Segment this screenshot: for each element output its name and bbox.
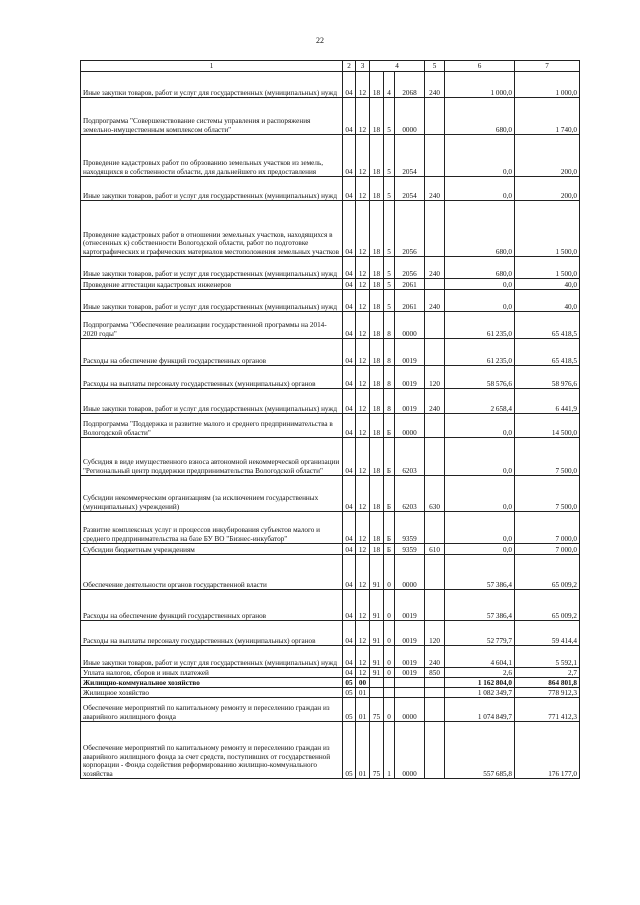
amount-col-7: 6 441,9 xyxy=(515,389,580,414)
program-code xyxy=(370,678,384,688)
program-code xyxy=(370,688,384,698)
row-name: Субсидия в виде имущественного взноса автономной некоммерческой организации "Региональный центр поддержки предпринимательства Вологодской области" xyxy=(81,438,343,476)
expense-type-code: 240 xyxy=(425,290,445,312)
subprogram-code xyxy=(384,688,395,698)
expense-type-code xyxy=(425,688,445,698)
expense-type-code xyxy=(425,339,445,366)
amount-col-7: 7 500,0 xyxy=(515,476,580,512)
subsection-code: 01 xyxy=(356,722,370,779)
amount-col-6: 1 074 849,7 xyxy=(445,698,515,722)
subsection-code: 12 xyxy=(356,476,370,512)
direction-code: 6203 xyxy=(395,476,425,512)
expense-type-code xyxy=(425,678,445,688)
table-row xyxy=(81,544,580,555)
amount-col-7: 200,0 xyxy=(515,135,580,177)
program-code: 18 xyxy=(370,389,384,414)
expense-type-code xyxy=(425,201,445,257)
row-name: Расходы на выплаты персоналу государственных (муниципальных) органов xyxy=(81,621,343,646)
amount-col-6: 0,0 xyxy=(445,544,515,555)
row-name: Проведение кадастровых работ в отношении земельных участков, находящихся в (отнесенных к) собственности Вологодской области, работ по подготовке картографических и графических материалов местоположения земельных участков xyxy=(81,201,343,257)
direction-code: 9359 xyxy=(395,544,425,555)
program-code: 18 xyxy=(370,366,384,389)
amount-col-6: 0,0 xyxy=(445,177,515,201)
direction-code: 0019 xyxy=(395,389,425,414)
expense-type-code: 120 xyxy=(425,621,445,646)
expense-type-code xyxy=(425,590,445,621)
amount-col-6: 0,0 xyxy=(445,438,515,476)
table-row xyxy=(81,476,580,512)
program-code: 18 xyxy=(370,438,384,476)
section-code: 04 xyxy=(343,438,356,476)
table-row xyxy=(81,688,580,698)
program-code: 18 xyxy=(370,290,384,312)
budget-table xyxy=(80,60,580,779)
direction-code: 0000 xyxy=(395,698,425,722)
subsection-code: 12 xyxy=(356,366,370,389)
expense-type-code: 240 xyxy=(425,72,445,98)
table-row xyxy=(81,678,580,688)
subprogram-code: Б xyxy=(384,438,395,476)
program-code: 91 xyxy=(370,646,384,668)
subprogram-code: 5 xyxy=(384,290,395,312)
subprogram-code: 0 xyxy=(384,590,395,621)
row-name: Расходы на выплаты персоналу государственных (муниципальных) органов xyxy=(81,366,343,389)
row-name: Жилищно-коммунальное хозяйство xyxy=(81,678,343,688)
section-code: 05 xyxy=(343,678,356,688)
expense-type-code xyxy=(425,555,445,590)
section-code: 04 xyxy=(343,290,356,312)
row-name: Обеспечение мероприятий по капитальному ремонту и переселению граждан из аварийного жилищного фонда xyxy=(81,698,343,722)
subprogram-code: 0 xyxy=(384,555,395,590)
amount-col-6: 0,0 xyxy=(445,512,515,544)
subprogram-code: 5 xyxy=(384,135,395,177)
program-code: 75 xyxy=(370,722,384,779)
column-header: 5 xyxy=(425,61,445,72)
table-row xyxy=(81,512,580,544)
section-code: 04 xyxy=(343,312,356,339)
subsection-code: 12 xyxy=(356,621,370,646)
subsection-code: 12 xyxy=(356,98,370,135)
subprogram-code: 0 xyxy=(384,668,395,678)
amount-col-7: 176 177,0 xyxy=(515,722,580,779)
table-row xyxy=(81,621,580,646)
subprogram-code xyxy=(384,678,395,688)
subprogram-code: 5 xyxy=(384,279,395,290)
table-row xyxy=(81,438,580,476)
program-code: 18 xyxy=(370,476,384,512)
expense-type-code: 630 xyxy=(425,476,445,512)
amount-col-6: 61 235,0 xyxy=(445,339,515,366)
amount-col-6: 61 235,0 xyxy=(445,312,515,339)
program-code: 18 xyxy=(370,512,384,544)
amount-col-7: 778 912,3 xyxy=(515,688,580,698)
expense-type-code xyxy=(425,512,445,544)
amount-col-7: 65 418,5 xyxy=(515,339,580,366)
section-code: 04 xyxy=(343,279,356,290)
subprogram-code: 5 xyxy=(384,257,395,279)
column-header: 3 xyxy=(356,61,370,72)
section-code: 05 xyxy=(343,722,356,779)
amount-col-6: 680,0 xyxy=(445,201,515,257)
direction-code: 2054 xyxy=(395,135,425,177)
direction-code: 2061 xyxy=(395,290,425,312)
section-code: 04 xyxy=(343,590,356,621)
row-name: Иные закупки товаров, работ и услуг для государственных (муниципальных) нужд xyxy=(81,389,343,414)
amount-col-7: 200,0 xyxy=(515,177,580,201)
expense-type-code: 120 xyxy=(425,366,445,389)
expense-type-code: 610 xyxy=(425,544,445,555)
column-header: 4 xyxy=(370,61,425,72)
expense-type-code: 240 xyxy=(425,177,445,201)
table-row xyxy=(81,177,580,201)
program-code: 18 xyxy=(370,98,384,135)
program-code: 18 xyxy=(370,414,384,438)
table-row xyxy=(81,389,580,414)
direction-code: 9359 xyxy=(395,512,425,544)
amount-col-6: 557 685,8 xyxy=(445,722,515,779)
program-code: 18 xyxy=(370,544,384,555)
amount-col-7: 40,0 xyxy=(515,279,580,290)
amount-col-7: 771 412,3 xyxy=(515,698,580,722)
section-code: 04 xyxy=(343,177,356,201)
section-code: 04 xyxy=(343,366,356,389)
subprogram-code: 1 xyxy=(384,722,395,779)
subsection-code: 12 xyxy=(356,512,370,544)
amount-col-6: 1 000,0 xyxy=(445,72,515,98)
table-row xyxy=(81,646,580,668)
amount-col-7: 7 500,0 xyxy=(515,438,580,476)
subsection-code: 12 xyxy=(356,438,370,476)
subprogram-code: 4 xyxy=(384,72,395,98)
amount-col-7: 40,0 xyxy=(515,290,580,312)
section-code: 04 xyxy=(343,544,356,555)
program-code: 18 xyxy=(370,72,384,98)
table-row xyxy=(81,590,580,621)
row-name: Подпрограмма "Совершенствование системы управления и распоряжения земельно-имущественным комплексом области" xyxy=(81,98,343,135)
expense-type-code: 240 xyxy=(425,646,445,668)
column-header: 2 xyxy=(343,61,356,72)
subsection-code: 12 xyxy=(356,177,370,201)
amount-col-6: 0,0 xyxy=(445,135,515,177)
subsection-code: 12 xyxy=(356,290,370,312)
direction-code: 2061 xyxy=(395,279,425,290)
expense-type-code xyxy=(425,414,445,438)
amount-col-7: 2,7 xyxy=(515,668,580,678)
subsection-code: 12 xyxy=(356,72,370,98)
subprogram-code: Б xyxy=(384,544,395,555)
amount-col-6: 680,0 xyxy=(445,98,515,135)
expense-type-code: 240 xyxy=(425,257,445,279)
expense-type-code xyxy=(425,698,445,722)
subsection-code: 12 xyxy=(356,257,370,279)
direction-code xyxy=(395,678,425,688)
program-code: 18 xyxy=(370,201,384,257)
amount-col-7: 1 000,0 xyxy=(515,72,580,98)
table-row xyxy=(81,98,580,135)
section-code: 04 xyxy=(343,98,356,135)
direction-code: 0000 xyxy=(395,414,425,438)
amount-col-6: 1 162 804,0 xyxy=(445,678,515,688)
table-row xyxy=(81,201,580,257)
subsection-code: 12 xyxy=(356,312,370,339)
program-code: 91 xyxy=(370,621,384,646)
amount-col-7: 7 000,0 xyxy=(515,512,580,544)
expense-type-code xyxy=(425,312,445,339)
amount-col-6: 1 082 349,7 xyxy=(445,688,515,698)
table-row xyxy=(81,257,580,279)
section-code: 05 xyxy=(343,688,356,698)
expense-type-code: 850 xyxy=(425,668,445,678)
row-name: Обеспечение мероприятий по капитальному ремонту и переселению граждан из аварийного жилищного фонда за счет средств, поступивших от государственной корпорации - Фонда содействия реформированию жилищно-коммунального хозяйства xyxy=(81,722,343,779)
amount-col-6: 0,0 xyxy=(445,290,515,312)
section-code: 04 xyxy=(343,476,356,512)
program-code: 18 xyxy=(370,312,384,339)
page-number: 22 xyxy=(316,36,324,45)
table-row xyxy=(81,339,580,366)
subprogram-code: Б xyxy=(384,476,395,512)
amount-col-7: 65 009,2 xyxy=(515,590,580,621)
direction-code: 0019 xyxy=(395,668,425,678)
amount-col-6: 0,0 xyxy=(445,476,515,512)
column-header: 7 xyxy=(515,61,580,72)
column-header: 6 xyxy=(445,61,515,72)
subsection-code: 12 xyxy=(356,201,370,257)
subprogram-code: 5 xyxy=(384,98,395,135)
row-name: Субсидии бюджетным учреждениям xyxy=(81,544,343,555)
amount-col-6: 680,0 xyxy=(445,257,515,279)
amount-col-7: 65 009,2 xyxy=(515,555,580,590)
program-code: 18 xyxy=(370,257,384,279)
expense-type-code xyxy=(425,438,445,476)
section-code: 04 xyxy=(343,621,356,646)
amount-col-6: 0,0 xyxy=(445,414,515,438)
section-code: 04 xyxy=(343,135,356,177)
subsection-code: 12 xyxy=(356,279,370,290)
subsection-code: 00 xyxy=(356,678,370,688)
amount-col-7: 864 801,8 xyxy=(515,678,580,688)
direction-code: 0019 xyxy=(395,590,425,621)
amount-col-7: 1 740,0 xyxy=(515,98,580,135)
program-code: 91 xyxy=(370,555,384,590)
program-code: 18 xyxy=(370,135,384,177)
program-code: 18 xyxy=(370,177,384,201)
subsection-code: 12 xyxy=(356,339,370,366)
direction-code: 0000 xyxy=(395,555,425,590)
subprogram-code: Б xyxy=(384,414,395,438)
subsection-code: 12 xyxy=(356,414,370,438)
expense-type-code xyxy=(425,135,445,177)
program-code: 75 xyxy=(370,698,384,722)
direction-code: 0019 xyxy=(395,339,425,366)
subsection-code: 12 xyxy=(356,544,370,555)
column-header: 1 xyxy=(81,61,343,72)
program-code: 18 xyxy=(370,339,384,366)
amount-col-6: 2,6 xyxy=(445,668,515,678)
program-code: 91 xyxy=(370,590,384,621)
table-row xyxy=(81,135,580,177)
direction-code: 2054 xyxy=(395,177,425,201)
amount-col-7: 59 414,4 xyxy=(515,621,580,646)
subsection-code: 01 xyxy=(356,698,370,722)
row-name: Иные закупки товаров, работ и услуг для государственных (муниципальных) нужд xyxy=(81,646,343,668)
section-code: 04 xyxy=(343,512,356,544)
table-row xyxy=(81,366,580,389)
program-code: 91 xyxy=(370,668,384,678)
subprogram-code: 8 xyxy=(384,366,395,389)
amount-col-7: 1 500,0 xyxy=(515,201,580,257)
subsection-code: 12 xyxy=(356,646,370,668)
section-code: 04 xyxy=(343,668,356,678)
section-code: 04 xyxy=(343,555,356,590)
row-name: Уплата налогов, сборов и иных платежей xyxy=(81,668,343,678)
amount-col-6: 57 386,4 xyxy=(445,590,515,621)
amount-col-7: 1 500,0 xyxy=(515,257,580,279)
amount-col-6: 52 779,7 xyxy=(445,621,515,646)
subsection-code: 12 xyxy=(356,590,370,621)
section-code: 04 xyxy=(343,389,356,414)
subsection-code: 01 xyxy=(356,688,370,698)
expense-type-code xyxy=(425,722,445,779)
subprogram-code: 5 xyxy=(384,177,395,201)
amount-col-7: 5 592,1 xyxy=(515,646,580,668)
table-row xyxy=(81,279,580,290)
amount-col-7: 65 418,5 xyxy=(515,312,580,339)
amount-col-6: 2 658,4 xyxy=(445,389,515,414)
direction-code: 0019 xyxy=(395,621,425,646)
section-code: 04 xyxy=(343,414,356,438)
section-code: 04 xyxy=(343,201,356,257)
program-code: 18 xyxy=(370,279,384,290)
section-code: 05 xyxy=(343,698,356,722)
row-name: Иные закупки товаров, работ и услуг для государственных (муниципальных) нужд xyxy=(81,72,343,98)
table-row xyxy=(81,555,580,590)
amount-col-6: 57 386,4 xyxy=(445,555,515,590)
table-row xyxy=(81,698,580,722)
direction-code: 6203 xyxy=(395,438,425,476)
expense-type-code xyxy=(425,279,445,290)
subprogram-code: 8 xyxy=(384,312,395,339)
row-name: Расходы на обеспечение функций государственных органов xyxy=(81,590,343,621)
subprogram-code: 0 xyxy=(384,646,395,668)
direction-code: 2068 xyxy=(395,72,425,98)
table-row xyxy=(81,414,580,438)
row-name: Иные закупки товаров, работ и услуг для государственных (муниципальных) нужд xyxy=(81,177,343,201)
direction-code: 0000 xyxy=(395,722,425,779)
subsection-code: 12 xyxy=(356,389,370,414)
subprogram-code: 0 xyxy=(384,698,395,722)
row-name: Субсидии некоммерческим организациям (за исключением государственных (муниципальных) учреждений) xyxy=(81,476,343,512)
expense-type-code: 240 xyxy=(425,389,445,414)
row-name: Расходы на обеспечение функций государственных органов xyxy=(81,339,343,366)
direction-code: 0000 xyxy=(395,98,425,135)
row-name: Подпрограмма "Поддержка и развитие малого и среднего предпринимательства в Вологодской области" xyxy=(81,414,343,438)
subprogram-code: Б xyxy=(384,512,395,544)
direction-code: 0000 xyxy=(395,312,425,339)
table-header-row xyxy=(81,61,580,72)
section-code: 04 xyxy=(343,339,356,366)
direction-code xyxy=(395,688,425,698)
expense-type-code xyxy=(425,98,445,135)
amount-col-7: 7 000,0 xyxy=(515,544,580,555)
amount-col-6: 0,0 xyxy=(445,279,515,290)
direction-code: 0019 xyxy=(395,366,425,389)
subprogram-code: 8 xyxy=(384,389,395,414)
amount-col-6: 58 576,6 xyxy=(445,366,515,389)
subsection-code: 12 xyxy=(356,135,370,177)
amount-col-6: 4 604,1 xyxy=(445,646,515,668)
row-name: Подпрограмма "Обеспечение реализации государственной программы на 2014-2020 годы" xyxy=(81,312,343,339)
row-name: Развитие комплексных услуг и процессов инкубирования субъектов малого и среднего предпринимательства на базе БУ ВО "Бизнес-инкубатор" xyxy=(81,512,343,544)
row-name: Иные закупки товаров, работ и услуг для государственных (муниципальных) нужд xyxy=(81,290,343,312)
row-name: Жилищное хозяйство xyxy=(81,688,343,698)
section-code: 04 xyxy=(343,646,356,668)
subprogram-code: 8 xyxy=(384,339,395,366)
table-row xyxy=(81,290,580,312)
row-name: Проведение кадастровых работ по обрзованию земельных участков из земель, находящихся в собственности области, для дальнейшего их предоставления xyxy=(81,135,343,177)
direction-code: 0019 xyxy=(395,646,425,668)
amount-col-7: 58 976,6 xyxy=(515,366,580,389)
amount-col-7: 14 500,0 xyxy=(515,414,580,438)
subsection-code: 12 xyxy=(356,555,370,590)
row-name: Обеспечение деятельности органов государственной власти xyxy=(81,555,343,590)
row-name: Иные закупки товаров, работ и услуг для государственных (муниципальных) нужд xyxy=(81,257,343,279)
row-name: Проведение аттестации кадастровых инженеров xyxy=(81,279,343,290)
section-code: 04 xyxy=(343,257,356,279)
section-code: 04 xyxy=(343,72,356,98)
table-row xyxy=(81,668,580,678)
direction-code: 2056 xyxy=(395,201,425,257)
table-row xyxy=(81,722,580,779)
table-row xyxy=(81,312,580,339)
subsection-code: 12 xyxy=(356,668,370,678)
table-row xyxy=(81,72,580,98)
direction-code: 2056 xyxy=(395,257,425,279)
subprogram-code: 0 xyxy=(384,621,395,646)
subprogram-code: 5 xyxy=(384,201,395,257)
